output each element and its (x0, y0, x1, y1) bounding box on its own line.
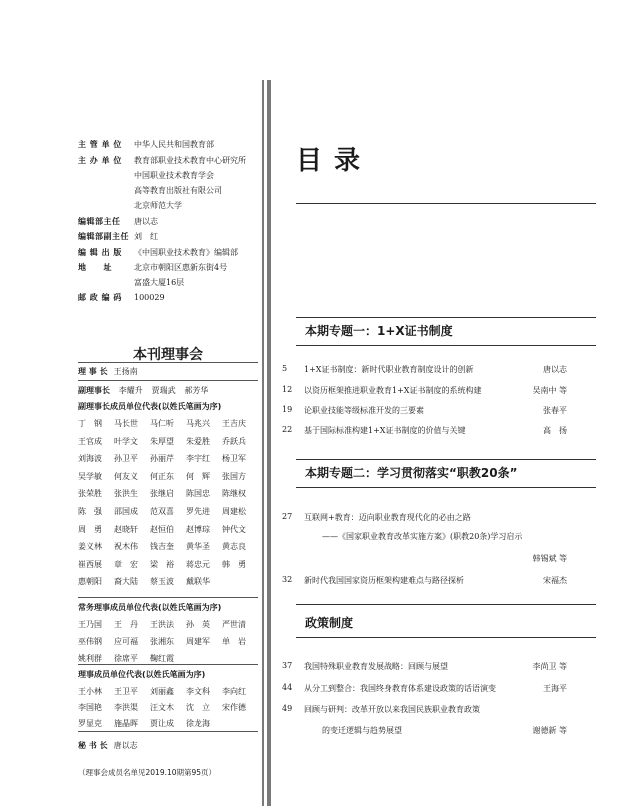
member-name: 崔西展 (78, 559, 102, 569)
member-name: 汪文木 (150, 703, 174, 712)
entry-author: 吴南中 等 (532, 386, 567, 395)
name-row (78, 718, 222, 729)
secretary-value: 唐以志 (113, 741, 138, 750)
deputy-editor-label: 编辑部副主任 (78, 232, 129, 241)
member-name: 严世清 (222, 620, 246, 629)
member-name: 鞠红霞 (150, 654, 174, 663)
entry-page: 37 (282, 661, 293, 670)
member-name: 陈 强 (78, 507, 102, 516)
member-name: 何正东 (150, 471, 174, 481)
section-heading: 政策制度 (305, 616, 354, 630)
member-name: 单 岩 (222, 637, 246, 646)
member-name: 梁 裕 (150, 559, 174, 569)
member-name: 邵国成 (114, 507, 138, 516)
entry-page: 22 (282, 425, 293, 434)
member-name: 黄华圣 (186, 542, 210, 552)
member-name: 韩 勇 (222, 559, 246, 569)
member-name: 李宇红 (186, 454, 210, 464)
name-row (78, 488, 258, 499)
deputy-editor-value: 刘 红 (134, 232, 158, 241)
member-name: 戴联华 (186, 577, 210, 587)
member-name: 范双喜 (150, 507, 174, 516)
name-row (78, 686, 258, 697)
address-label: 地 址 (78, 263, 112, 272)
entry-title[interactable]: 我国特殊职业教育发展战略：回顾与展望 (304, 662, 448, 671)
section-rule (296, 345, 596, 346)
council-note: （理事会成员名单见2019.10期第95页） (78, 768, 217, 777)
member-name: 李国艳 (78, 703, 102, 712)
member-name: 应可福 (114, 637, 138, 646)
name-row (78, 636, 258, 647)
name-row (78, 506, 258, 517)
column-divider (262, 80, 264, 806)
chief-editor-value: 唐以志 (134, 217, 158, 226)
member-name: 张荣胜 (78, 489, 102, 499)
entry-page: 19 (282, 405, 293, 414)
member-name: 赵博琮 (186, 524, 210, 534)
secretary-label: 秘 书 长 (78, 741, 108, 750)
member-name: 钱吉奎 (150, 542, 174, 552)
vice-chairman-name: 李耀升 (118, 386, 143, 395)
standing-heading: 常务理事成员单位代表(以姓氏笔画为序) (78, 603, 222, 612)
sponsor-label: 主 管 单 位 (78, 140, 122, 149)
name-row (78, 559, 258, 570)
member-name: 马兆兴 (186, 419, 210, 428)
member-name: 周 勇 (78, 524, 102, 534)
member-name: 罗显克 (78, 719, 102, 728)
divider (78, 380, 258, 381)
member-name: 张湘东 (150, 637, 174, 646)
publisher-label: 编 辑 出 版 (78, 248, 122, 257)
name-row (78, 576, 222, 587)
divider (78, 664, 258, 665)
name-row (78, 453, 258, 464)
organizer-label: 主 办 单 位 (78, 156, 122, 165)
member-name: 王洪法 (150, 620, 174, 629)
member-name: 丁 钢 (78, 419, 102, 428)
entry-subtitle: ——《国家职业教育改革实施方案》(职教20条)学习启示 (322, 532, 523, 541)
section-rule (296, 487, 596, 488)
entry-page: 49 (282, 704, 293, 713)
member-name: 祝木伟 (114, 542, 138, 552)
organizer-value-3: 高等教育出版社有限公司 (134, 186, 222, 195)
address-row (78, 262, 227, 274)
member-name: 王小林 (78, 687, 102, 696)
chairman-row (78, 366, 138, 377)
members-heading: 理事成员单位代表(以姓氏笔画为序) (78, 670, 206, 679)
member-name: 刘海波 (78, 454, 102, 464)
entry-subtitle: 的变迁逻辑与趋势展望 (322, 726, 402, 735)
council-title: 本刊理事会 (133, 347, 203, 363)
member-name: 周建军 (186, 637, 210, 646)
name-row (78, 418, 258, 429)
member-name: 叶学文 (114, 436, 138, 446)
entry-page: 32 (282, 575, 293, 584)
section-rule (296, 604, 596, 605)
member-name: 张洪生 (114, 489, 138, 499)
member-name: 章 宏 (114, 559, 138, 569)
name-row (78, 619, 258, 630)
member-name: 徐席平 (114, 654, 138, 663)
member-name: 朱厚望 (150, 436, 174, 446)
member-name: 王官成 (78, 436, 102, 446)
member-name: 杨卫军 (222, 454, 246, 464)
entry-page: 44 (282, 683, 293, 692)
divider (78, 597, 258, 598)
publisher-value: 《中国职业技术教育》编辑部 (134, 248, 238, 257)
member-name: 孙卫平 (114, 454, 138, 464)
member-name: 马长世 (114, 419, 138, 428)
entry-page: 5 (282, 364, 288, 373)
name-row (78, 653, 186, 664)
chief-editor-row (78, 216, 158, 228)
section-heading: 本期专题二：学习贯彻落实“职教20条” (305, 466, 518, 480)
sponsor-value: 中华人民共和国教育部 (134, 140, 214, 149)
entry-title[interactable]: 互联网+教育：迈向职业教育现代化的必由之路 (304, 513, 471, 522)
entry-title[interactable]: 论职业技能等级标准开发的三要素 (304, 406, 424, 415)
name-row (78, 541, 258, 552)
publisher-row (78, 247, 238, 259)
member-name: 刘丽鑫 (150, 687, 174, 696)
postcode-row (78, 292, 165, 304)
member-name: 李文科 (186, 687, 210, 696)
member-name: 何 辉 (186, 471, 210, 481)
member-name: 巫伟钢 (78, 637, 102, 646)
entry-title[interactable]: 从分工到整合：我国终身教育体系建设政策的话语演变 (304, 684, 496, 693)
vice-chairman-name: 郝芳华 (184, 386, 209, 395)
member-name: 王卫平 (114, 687, 138, 696)
organizer-value-2: 中国职业技术教育学会 (134, 171, 214, 180)
member-name: 孙丽芹 (150, 454, 174, 464)
member-name: 姜义林 (78, 542, 102, 552)
entry-author: 宋福杰 (543, 576, 567, 585)
member-name: 张继启 (150, 489, 174, 499)
vice-chairman-name: 贾瑞武 (151, 386, 176, 395)
address-value-2: 富盛大厦16层 (134, 278, 185, 287)
member-name: 蔡玉波 (150, 577, 174, 587)
name-row (78, 436, 258, 447)
member-name: 朱爱胜 (186, 436, 210, 446)
member-name: 蒋忠元 (186, 559, 210, 569)
chairman-value: 王扬南 (113, 367, 138, 376)
member-name: 裔大陆 (114, 577, 138, 587)
member-name: 姚利群 (78, 654, 102, 663)
chairman-label: 理 事 长 (78, 367, 108, 376)
secretary-row (78, 740, 138, 751)
member-name: 施晶晖 (114, 719, 138, 728)
entry-title[interactable]: 以资历框架推进职业教育1+X证书制度的系统构建 (304, 386, 482, 395)
entry-author: 谢德新 等 (532, 726, 567, 735)
postcode-value: 100029 (134, 293, 165, 302)
entry-title[interactable]: 新时代我国国家资历框架构建难点与路径探析 (304, 576, 464, 585)
entry-author: 韩锡斌 等 (532, 554, 567, 563)
entry-page: 27 (282, 512, 293, 521)
member-name: 黄志良 (222, 542, 246, 552)
vice-units-heading: 副理事长成员单位代表(以姓氏笔画为序) (78, 402, 222, 411)
postcode-label: 邮 政 编 码 (78, 293, 122, 302)
address-value-1: 北京市朝阳区惠新东街4号 (134, 263, 228, 272)
section-rule (296, 317, 596, 318)
entry-page: 12 (282, 385, 293, 394)
section-heading: 本期专题一：1+X证书制度 (305, 324, 453, 338)
member-name: 何友义 (114, 471, 138, 481)
member-name: 徐龙海 (186, 719, 210, 728)
column-divider (267, 80, 271, 806)
member-name: 赵恒伯 (150, 524, 174, 534)
entry-author: 高 扬 (543, 426, 567, 435)
member-name: 李洪渠 (114, 703, 138, 712)
entry-author: 唐以志 (543, 365, 567, 374)
member-name: 周建松 (222, 507, 246, 516)
organizer-row (78, 155, 246, 167)
section-rule (296, 459, 596, 460)
deputy-editor-row (78, 231, 158, 243)
member-name: 王乃国 (78, 620, 102, 629)
member-name: 赵晓轩 (114, 524, 138, 534)
member-name: 钟代文 (222, 524, 246, 534)
member-name: 贾让成 (150, 719, 174, 728)
member-name: 陈国忠 (186, 489, 210, 499)
member-name: 宋作德 (222, 703, 246, 712)
chief-editor-label: 编辑部主任 (78, 217, 121, 226)
member-name: 张国方 (222, 471, 246, 481)
section-rule (296, 637, 596, 638)
divider (78, 731, 258, 732)
member-name: 陈继权 (222, 489, 246, 499)
member-name: 孙 英 (186, 620, 210, 629)
member-name: 乔跃兵 (222, 436, 246, 446)
entry-author: 李尚卫 等 (532, 662, 567, 671)
member-name: 王吉庆 (222, 419, 246, 428)
entry-author: 王海平 (543, 684, 567, 693)
toc-title-rule (296, 203, 596, 204)
vice-chairmen-label: 副理事长 (78, 386, 110, 395)
name-row (78, 524, 258, 535)
member-name: 李向红 (222, 687, 246, 696)
member-name: 吴学敏 (78, 471, 102, 481)
member-name: 惠朝阳 (78, 577, 102, 587)
entry-title[interactable]: 基于国际标准构建1+X证书制度的价值与关键 (304, 426, 466, 435)
entry-author: 张春平 (543, 406, 567, 415)
entry-title[interactable]: 1+X证书制度：新时代职业教育制度设计的创新 (304, 365, 474, 374)
organizer-value-1: 教育部职业技术教育中心研究所 (134, 156, 246, 165)
entry-title[interactable]: 回顾与研判：改革开放以来我国民族职业教育政策 (304, 705, 480, 714)
council-divider (78, 362, 258, 363)
vice-chairmen-row (78, 385, 208, 396)
member-name: 沈 立 (186, 703, 210, 712)
name-row (78, 702, 258, 713)
toc-title: 目录 (296, 146, 373, 176)
name-row (78, 471, 258, 482)
organizer-value-4: 北京师范大学 (134, 201, 182, 210)
member-name: 王 丹 (114, 620, 138, 629)
member-name: 马仁听 (150, 419, 174, 428)
member-name: 罗先进 (186, 507, 210, 516)
sponsor-row (78, 139, 214, 151)
